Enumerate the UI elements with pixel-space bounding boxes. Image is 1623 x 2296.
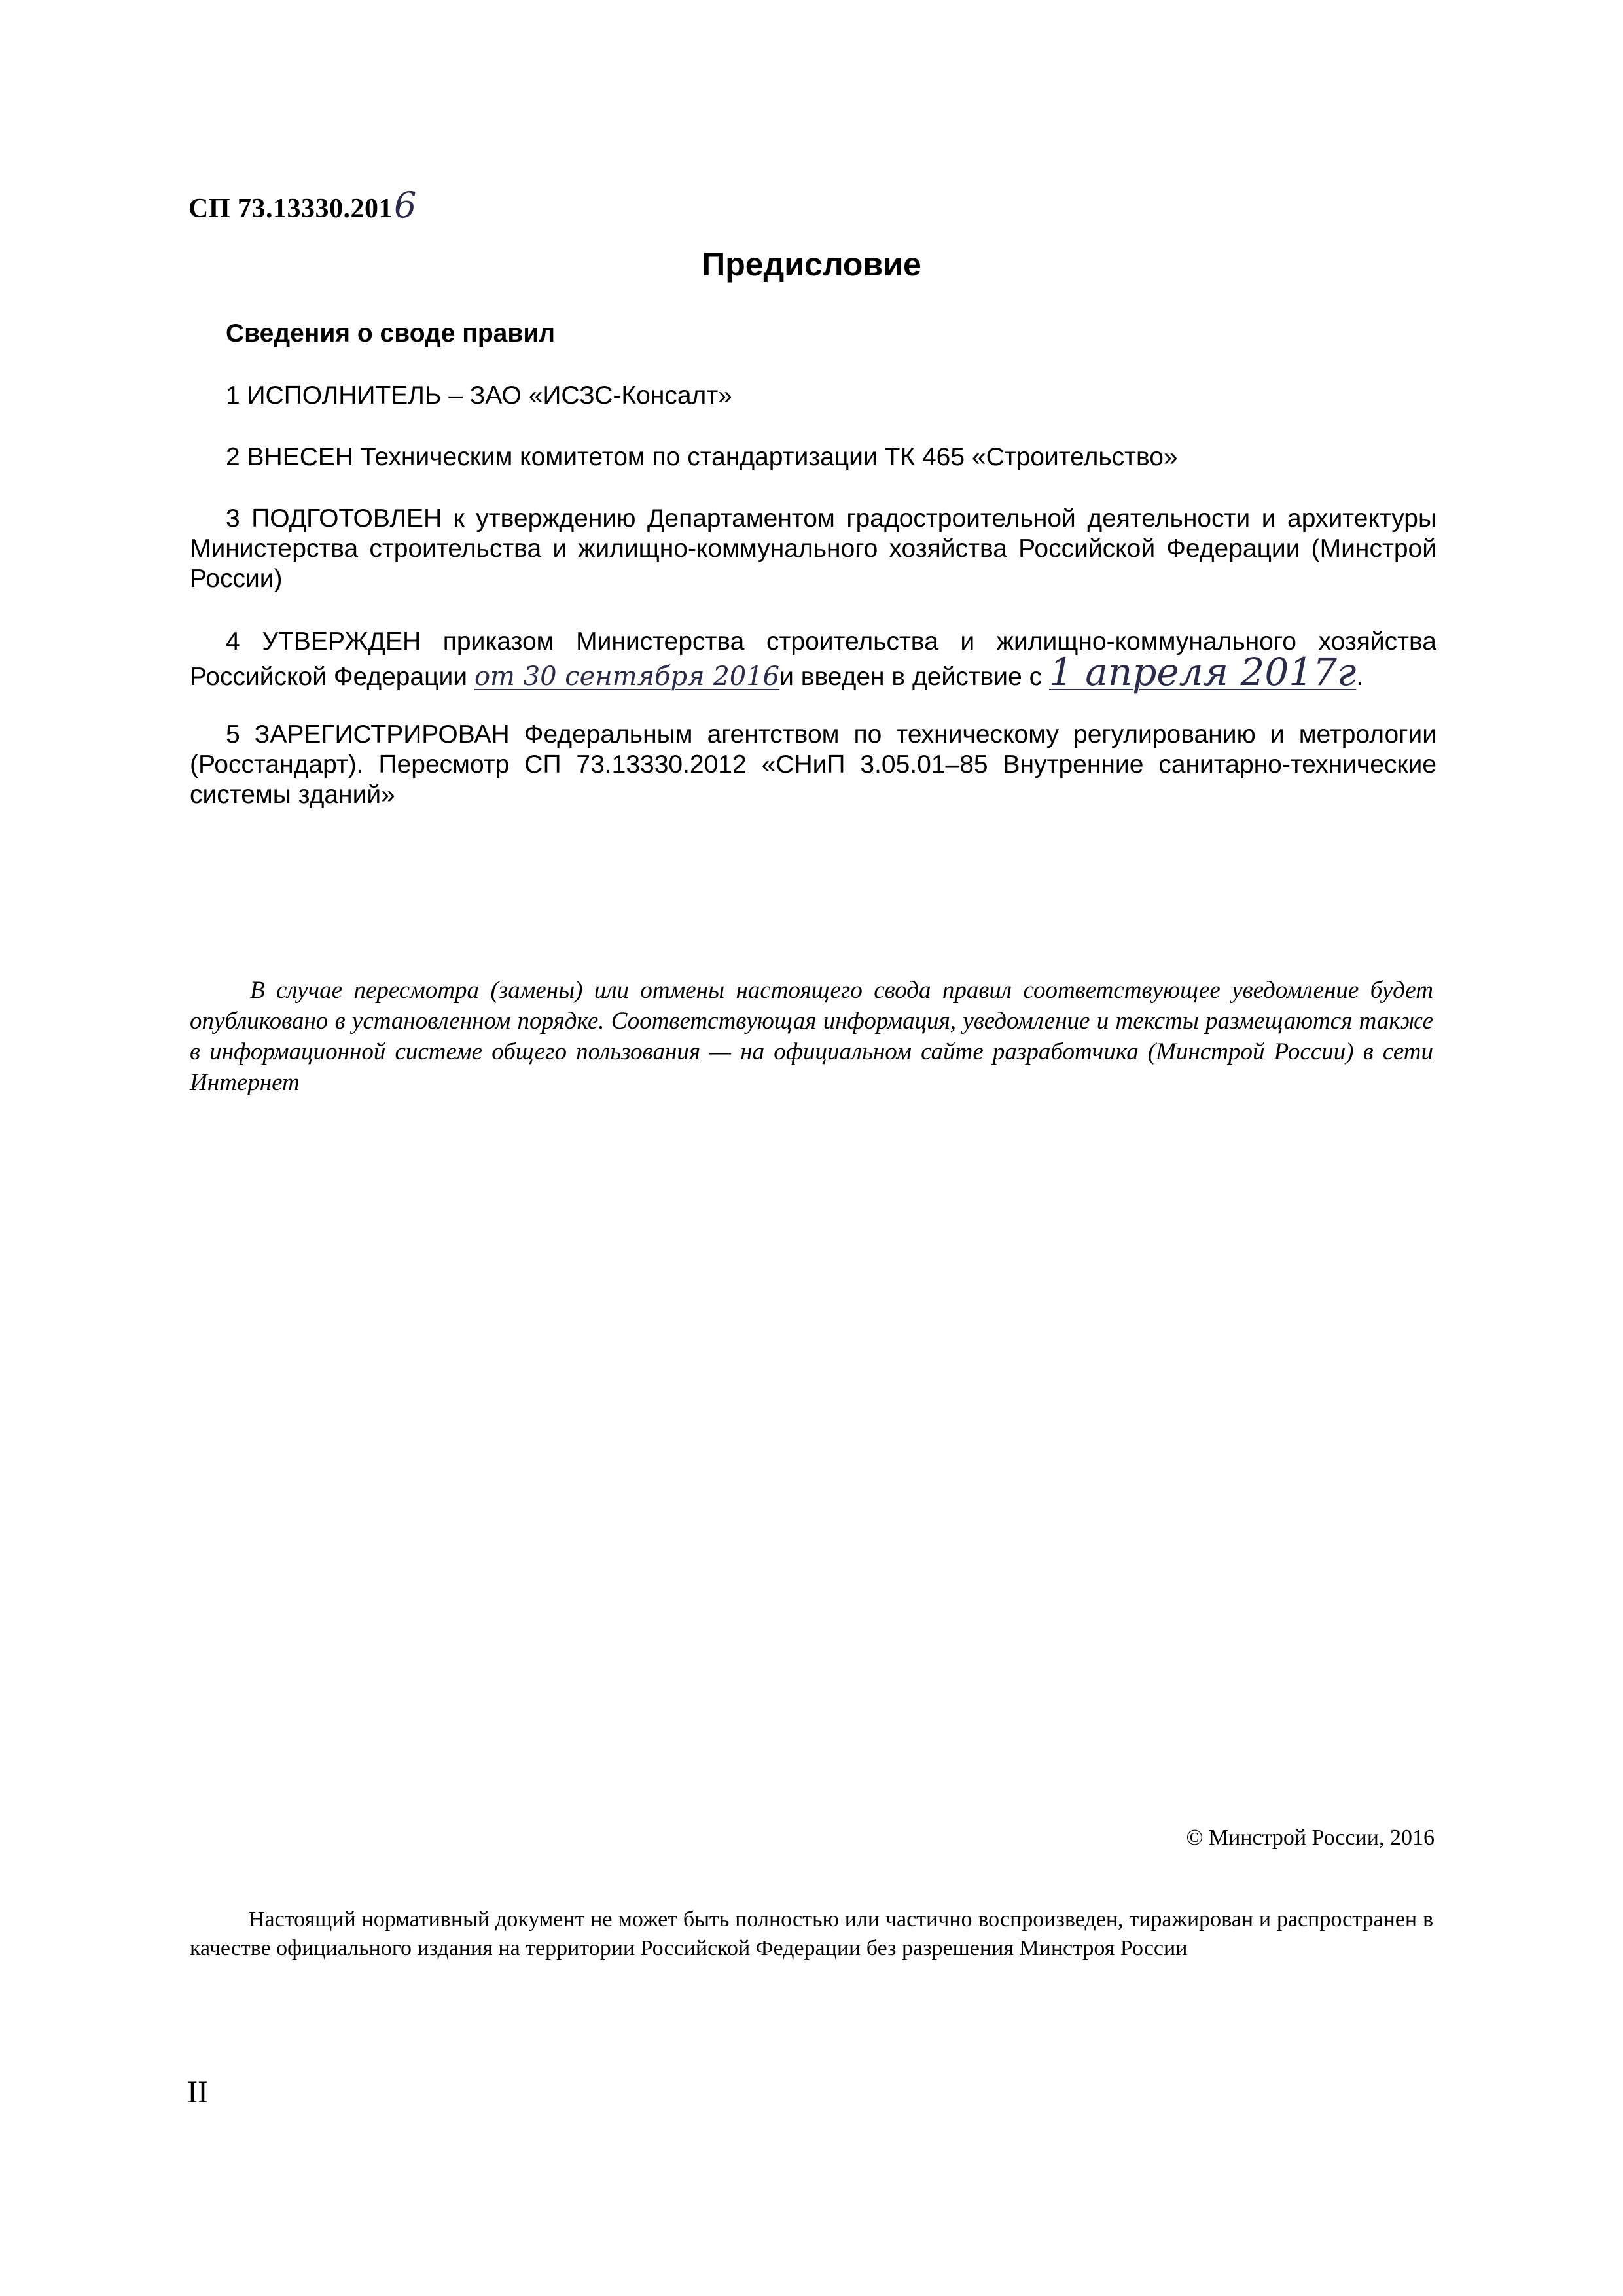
item-prepared [190,504,1436,594]
document-code [188,185,417,226]
page-number: II [187,2075,208,2110]
item-approved [190,627,1436,692]
item-approved-prefix: 4 УТВЕРЖДЕН приказом Министерства строительства и жилищно-коммунального хозяйства Российской Федерации [190,627,1436,691]
item-registered [190,720,1436,810]
item-prepared-text: 3 ПОДГОТОВЛЕН к утверждению Департаментом градостроительной деятельности и архитектуры Министерства строительства и жилищно-коммунального хозяйства Российской Федерации (Минстрой России) [190,504,1436,593]
handwritten-effective-date: 1 апреля 2017г [1048,650,1357,694]
legal-notice [190,1905,1433,1963]
section-heading: Сведения о своде правил [226,319,556,347]
revision-notice-text: В случае пересмотра (замены) или отмены настоящего свода правил соответствующее уведомление будет опубликовано в установленном порядке. Соответствующая информация, уведомление и тексты размещаются также в информационной системе общего пользования — на официальном сайте разработчика (Минстрой России) в сети Интернет [190,977,1433,1096]
legal-notice-text: Настоящий нормативный документ не может быть полностью или частично воспроизведен, тиражирован и распространен в качестве официального издания на территории Российской Федерации без разрешения Минстроя России [190,1907,1433,1960]
handwritten-year-digit: 6 [394,185,417,226]
item-registered-text: 5 ЗАРЕГИСТРИРОВАН Федеральным агентством по техническому регулированию и метрологии (Росстандарт). Пересмотр СП 73.13330.2012 «СНиП 3.05.01–85 Внутренние санитарно-технические системы зданий» [190,720,1436,809]
copyright: © Минстрой России, 2016 [1186,1826,1435,1850]
page-title: Предисловие [702,246,921,283]
item-submitted: 2 ВНЕСЕН Техническим комитетом по стандартизации ТК 465 «Строительство» [226,443,1178,471]
handwritten-approval-date: от 30 сентября 2016 [474,662,780,692]
item-executor: 1 ИСПОЛНИТЕЛЬ – ЗАО «ИСЗС-Консалт» [226,381,732,410]
document-code-text: СП 73.13330.201 [188,194,393,224]
revision-notice [190,975,1433,1098]
item-approved-suffix: . [1356,663,1364,691]
item-approved-middle: и введен в действие с [779,663,1043,691]
